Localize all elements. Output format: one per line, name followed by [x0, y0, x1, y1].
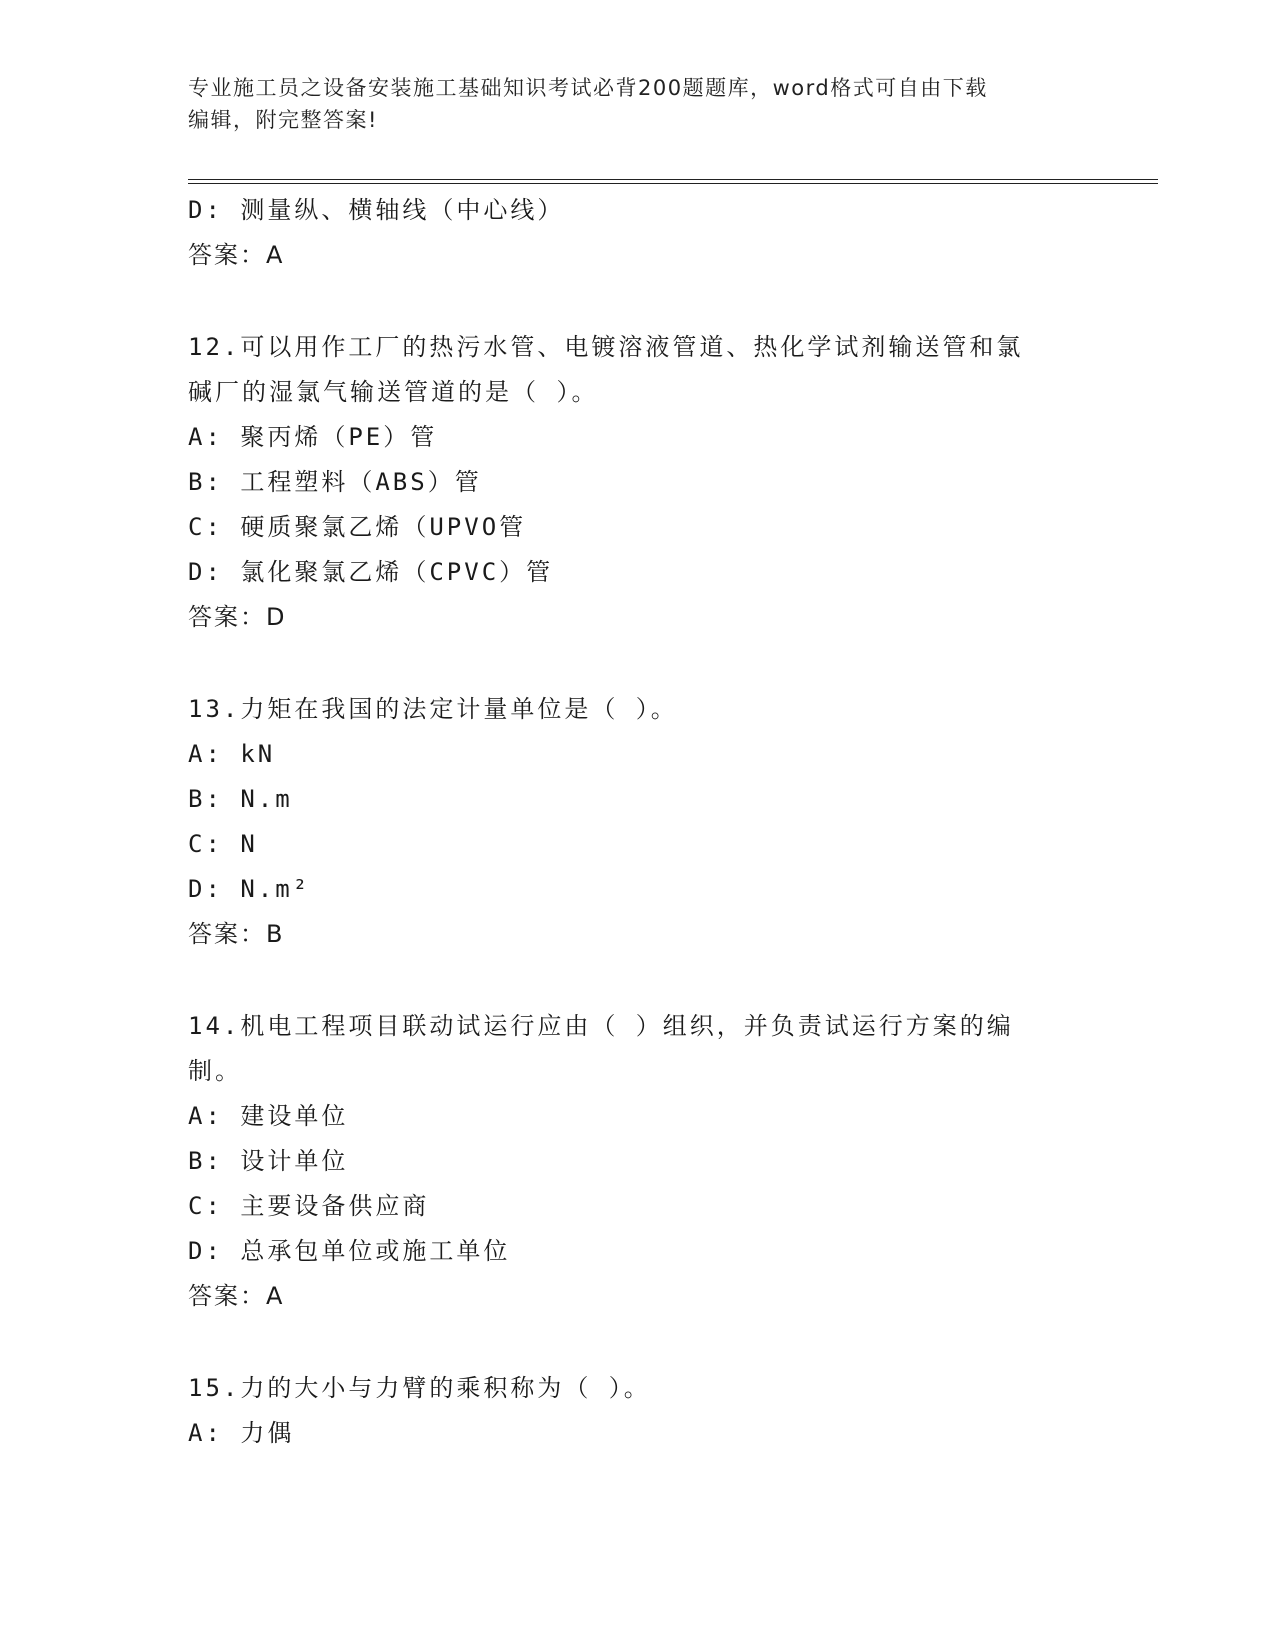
question-13 [188, 687, 1088, 957]
spacer [188, 640, 1088, 687]
header-rule-top [188, 179, 1158, 180]
option-b: B: 工程塑料（ABS）管 [188, 468, 482, 496]
option-c: C: 主要设备供应商 [188, 1192, 430, 1220]
option-b: B: 设计单位 [188, 1147, 349, 1175]
option-c: C: 硬质聚氯乙烯（UPVO管 [188, 513, 527, 541]
option-d: D: N.m² [188, 875, 311, 903]
question-stem-line-2: 制。 [188, 1057, 242, 1085]
answer-line: 答案：D [188, 603, 287, 631]
document-header [188, 72, 1088, 136]
question-12 [188, 325, 1088, 640]
question-14 [188, 1004, 1088, 1319]
question-11-tail [188, 188, 1088, 278]
answer-line: 答案：A [188, 1282, 285, 1310]
header-title-line-1: 专业施工员之设备安装施工基础知识考试必背200题题库，word格式可自由下载 [188, 76, 988, 100]
header-rule-bottom [188, 183, 1158, 184]
question-stem-line-1: 12.可以用作工厂的热污水管、电镀溶液管道、热化学试剂输送管和氯 [188, 333, 1024, 361]
question-15 [188, 1366, 1088, 1456]
option-a: A: 力偶 [188, 1419, 295, 1447]
option-d: D: 氯化聚氯乙烯（CPVC）管 [188, 558, 554, 586]
answer-line: 答案：A [188, 241, 285, 269]
spacer [188, 278, 1088, 325]
option-c: C: N [188, 830, 258, 858]
header-title-line-2: 编辑，附完整答案! [188, 108, 378, 132]
option-b: B: N.m [188, 785, 293, 813]
answer-line: 答案：B [188, 920, 285, 948]
spacer [188, 1319, 1088, 1366]
question-stem-line-2: 碱厂的湿氯气输送管道的是（ ）。 [188, 378, 599, 406]
option-a: A: 聚丙烯（PE）管 [188, 423, 438, 451]
question-stem-line-1: 13.力矩在我国的法定计量单位是（ ）。 [188, 695, 678, 723]
option-a: A: 建设单位 [188, 1102, 349, 1130]
question-stem-line-1: 15.力的大小与力臂的乘积称为（ ）。 [188, 1374, 651, 1402]
option-a: A: kN [188, 740, 276, 768]
option-d: D: 总承包单位或施工单位 [188, 1237, 511, 1265]
question-stem-line-1: 14.机电工程项目联动试运行应由（ ）组织，并负责试运行方案的编 [188, 1012, 1014, 1040]
option-d: D: 测量纵、横轴线（中心线） [188, 196, 565, 224]
spacer [188, 957, 1088, 1004]
question-list [188, 188, 1088, 1456]
